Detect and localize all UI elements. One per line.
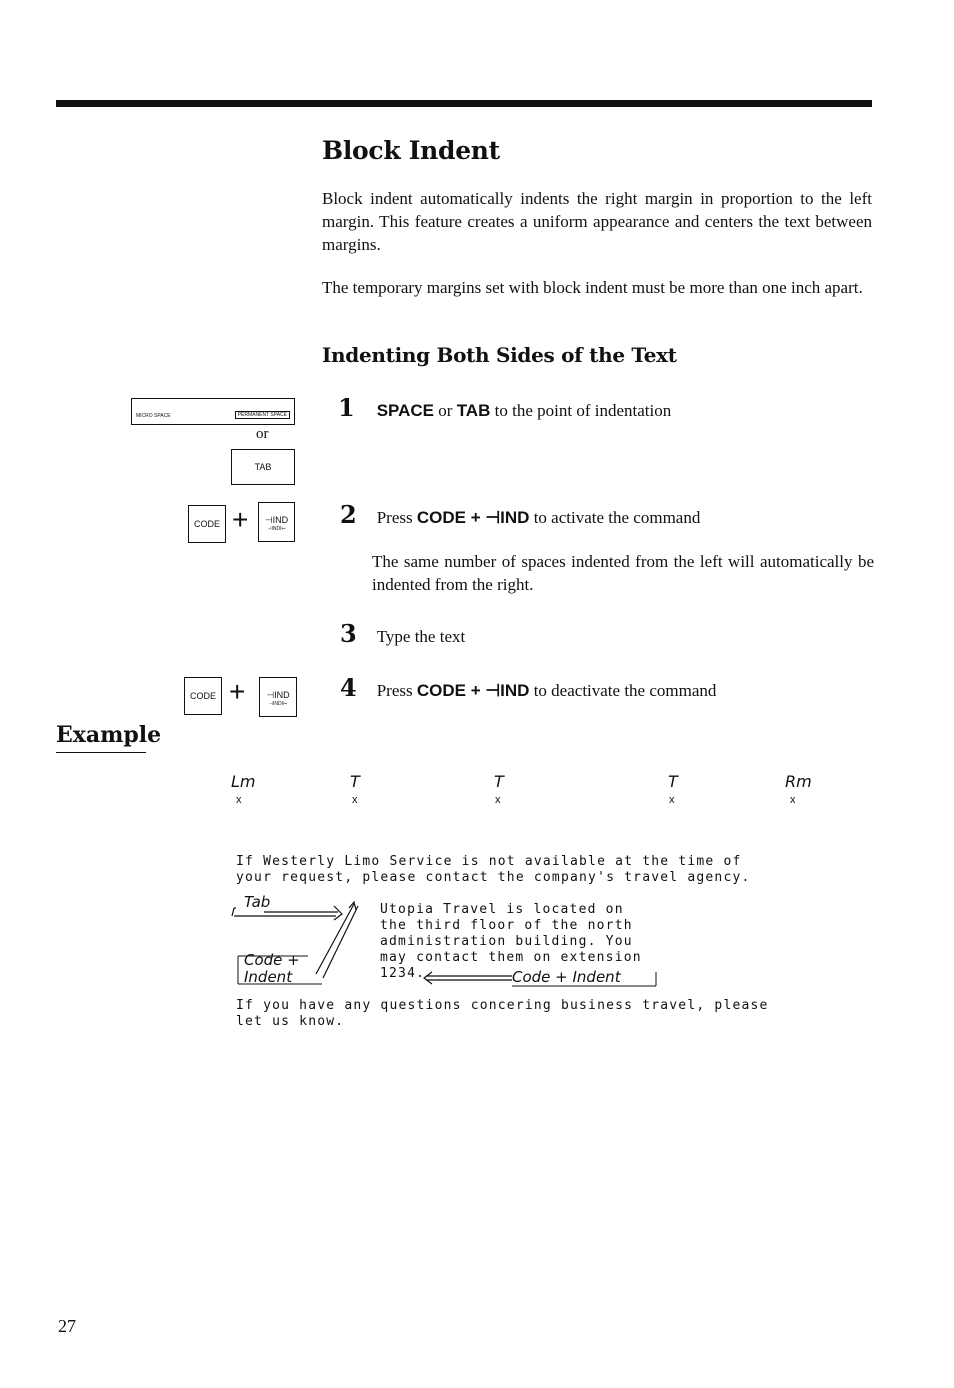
step-2-note: The same number of spaces indented from the left will automatically be indented from the right. xyxy=(372,552,874,594)
code-indent-annotation-left: Code + Indent xyxy=(244,951,300,986)
tab-key xyxy=(231,449,295,485)
code-key-2 xyxy=(184,677,222,715)
page-number: 27 xyxy=(58,1316,76,1336)
step-3: 3 Type the text xyxy=(340,619,466,648)
example-heading: Example xyxy=(56,722,162,748)
code-indent-annotation-right: Code + Indent xyxy=(512,968,621,986)
step-number: 2 xyxy=(340,500,357,529)
plus-icon: + xyxy=(232,504,249,535)
intro-paragraph-2: The temporary margins set with block indent must be more than one inch apart. xyxy=(322,278,863,297)
example-underline xyxy=(56,752,146,753)
code-key-1 xyxy=(188,505,226,543)
ind-key-2 xyxy=(259,677,297,717)
ruler-mark: x xyxy=(352,794,358,806)
code-key-label: CODE xyxy=(189,691,216,701)
plus-icon: + xyxy=(229,676,246,707)
ruler-mark: x xyxy=(790,794,796,806)
step-number: 1 xyxy=(338,393,355,422)
intro-paragraph-1: Block indent automatically indents the right margin in proportion to the left margin. This feature creates a uniform appearance and centers the text between margins. xyxy=(322,189,872,254)
micro-space-label: MICRO SPACE xyxy=(136,413,171,419)
tab-key-name: TAB xyxy=(456,401,491,420)
ruler-label-right-margin: Rm xyxy=(785,772,812,791)
ind-key-sublabel: ⊣INDI⊢ xyxy=(268,701,288,707)
example-paragraph-1: If Westerly Limo Service is not available at the time of your request, please contact the company's travel agency. xyxy=(236,854,751,885)
example-paragraph-3: If you have any questions concering business travel, please let us know. xyxy=(236,998,769,1029)
step-2: 2 Press CODE + ⊣IND to activate the command xyxy=(340,500,701,529)
space-bar-key xyxy=(131,398,295,425)
ruler-mark: x xyxy=(495,794,501,806)
code-key-name: CODE xyxy=(416,681,466,700)
ind-key-label: ⊣IND xyxy=(266,690,290,700)
step-1: 1 SPACE or TAB to the point of indentation xyxy=(338,393,672,422)
permanent-space-label: PERMANENT SPACE xyxy=(235,411,290,419)
code-key-label: CODE xyxy=(193,519,220,529)
ind-key-sublabel: ⊣INDI⊢ xyxy=(267,526,286,532)
page-title: Block Indent xyxy=(322,136,500,165)
ind-key-1 xyxy=(258,502,295,542)
ind-key-name: ⊣IND xyxy=(485,508,530,527)
section-heading: Indenting Both Sides of the Text xyxy=(322,343,677,367)
top-rule xyxy=(56,100,872,107)
ruler-label-tab: T xyxy=(350,772,360,791)
step-number: 4 xyxy=(340,673,357,702)
ruler-mark: x xyxy=(236,794,242,806)
ruler-mark: x xyxy=(669,794,675,806)
tab-annotation: Tab xyxy=(244,893,271,911)
space-key-name: SPACE xyxy=(376,401,435,420)
ruler-label-left-margin: Lm xyxy=(231,772,256,791)
step-4: 4 Press CODE + ⊣IND to deactivate the command xyxy=(340,673,717,702)
ind-key-label: ⊣IND xyxy=(264,515,289,525)
step-number: 3 xyxy=(340,619,357,648)
ind-key-name: ⊣IND xyxy=(485,681,530,700)
ruler-label-tab: T xyxy=(668,772,678,791)
tab-key-label: TAB xyxy=(254,462,272,472)
example-paragraph-indented: Utopia Travel is located on the third floor of the north administration building. You may contact them on extension 1234. xyxy=(380,902,642,981)
code-key-name: CODE xyxy=(416,508,466,527)
ruler-label-tab: T xyxy=(494,772,504,791)
or-label: or xyxy=(256,426,269,442)
